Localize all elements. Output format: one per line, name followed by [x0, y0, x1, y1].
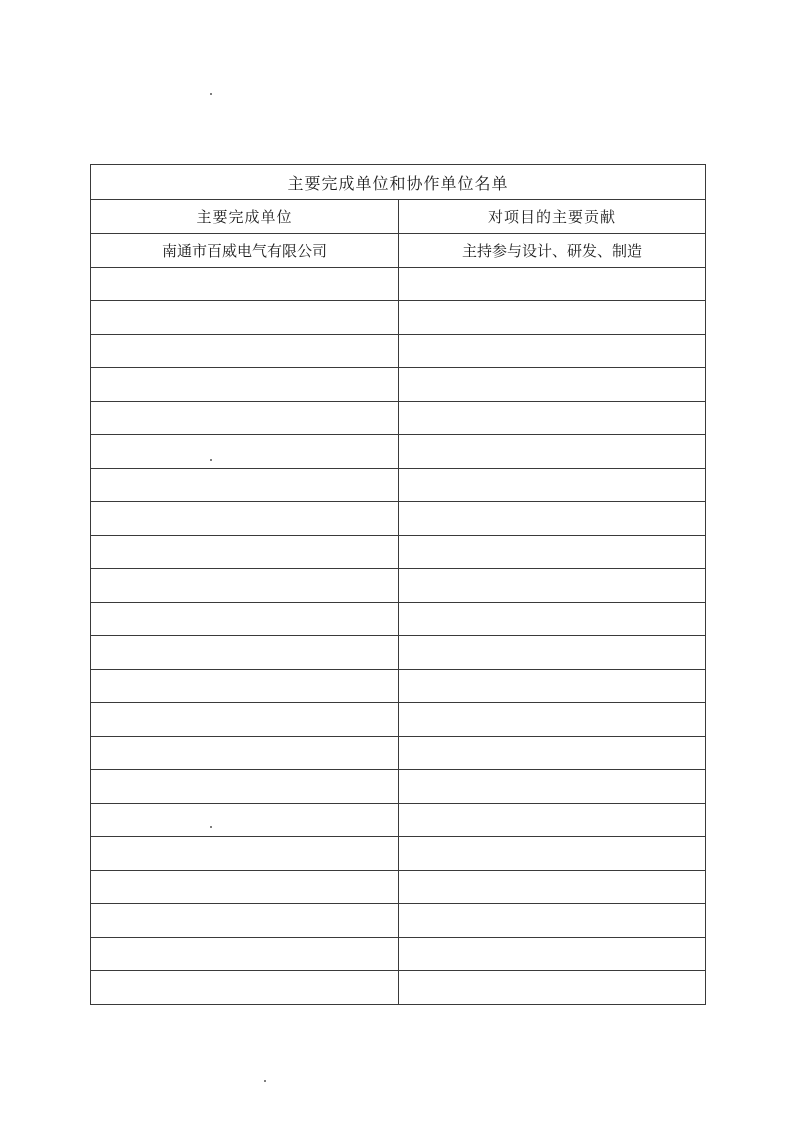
column-header-unit: 主要完成单位 — [91, 200, 399, 234]
table-row — [91, 636, 706, 670]
table-row — [91, 904, 706, 938]
contribution-cell — [399, 837, 706, 871]
table-body — [91, 234, 706, 1005]
unit-cell — [91, 770, 399, 804]
contribution-cell — [399, 736, 706, 770]
contribution-cell — [399, 870, 706, 904]
scan-speck — [210, 93, 212, 95]
table-row — [91, 703, 706, 737]
table-row — [91, 602, 706, 636]
unit-cell — [91, 669, 399, 703]
table-row — [91, 770, 706, 804]
contribution-cell — [399, 636, 706, 670]
scan-speck — [264, 1080, 266, 1082]
unit-cell — [91, 870, 399, 904]
table-row — [91, 937, 706, 971]
table-row — [91, 870, 706, 904]
table-row — [91, 435, 706, 469]
unit-cell — [91, 971, 399, 1005]
table-row — [91, 569, 706, 603]
unit-cell — [91, 736, 399, 770]
unit-cell — [91, 569, 399, 603]
contribution-cell — [399, 669, 706, 703]
contribution-cell — [399, 502, 706, 536]
contribution-cell — [399, 602, 706, 636]
unit-cell: 南通市百威电气有限公司 — [91, 234, 399, 268]
unit-cell — [91, 904, 399, 938]
unit-cell — [91, 602, 399, 636]
table-row — [91, 468, 706, 502]
table-row — [91, 301, 706, 335]
unit-cell — [91, 468, 399, 502]
contribution-cell — [399, 971, 706, 1005]
unit-cell — [91, 435, 399, 469]
unit-cell — [91, 703, 399, 737]
unit-cell — [91, 368, 399, 402]
contribution-cell — [399, 301, 706, 335]
unit-cell — [91, 401, 399, 435]
column-header-contribution: 对项目的主要贡献 — [399, 200, 706, 234]
table-row — [91, 502, 706, 536]
contribution-cell — [399, 703, 706, 737]
table-row — [91, 234, 706, 268]
unit-cell — [91, 636, 399, 670]
table-row — [91, 267, 706, 301]
table-row — [91, 669, 706, 703]
table-row — [91, 803, 706, 837]
table-header-row — [91, 200, 706, 234]
contribution-cell — [399, 368, 706, 402]
unit-cell — [91, 937, 399, 971]
table-row — [91, 401, 706, 435]
unit-cell — [91, 837, 399, 871]
table-row — [91, 736, 706, 770]
unit-cell — [91, 502, 399, 536]
contribution-cell — [399, 770, 706, 804]
contribution-cell — [399, 401, 706, 435]
contribution-cell: 主持参与设计、研发、制造 — [399, 234, 706, 268]
table-title-row — [91, 165, 706, 200]
table-row — [91, 837, 706, 871]
table-row — [91, 535, 706, 569]
unit-cell — [91, 267, 399, 301]
contribution-cell — [399, 803, 706, 837]
contribution-cell — [399, 535, 706, 569]
contribution-cell — [399, 937, 706, 971]
contribution-cell — [399, 334, 706, 368]
contribution-cell — [399, 267, 706, 301]
contribution-cell — [399, 569, 706, 603]
contribution-cell — [399, 468, 706, 502]
units-table — [90, 164, 706, 1005]
table-row — [91, 971, 706, 1005]
table-row — [91, 334, 706, 368]
contribution-cell — [399, 435, 706, 469]
contribution-cell — [399, 904, 706, 938]
table-row — [91, 368, 706, 402]
unit-cell — [91, 334, 399, 368]
unit-cell — [91, 535, 399, 569]
unit-cell — [91, 301, 399, 335]
table-title: 主要完成单位和协作单位名单 — [91, 165, 706, 200]
unit-cell — [91, 803, 399, 837]
